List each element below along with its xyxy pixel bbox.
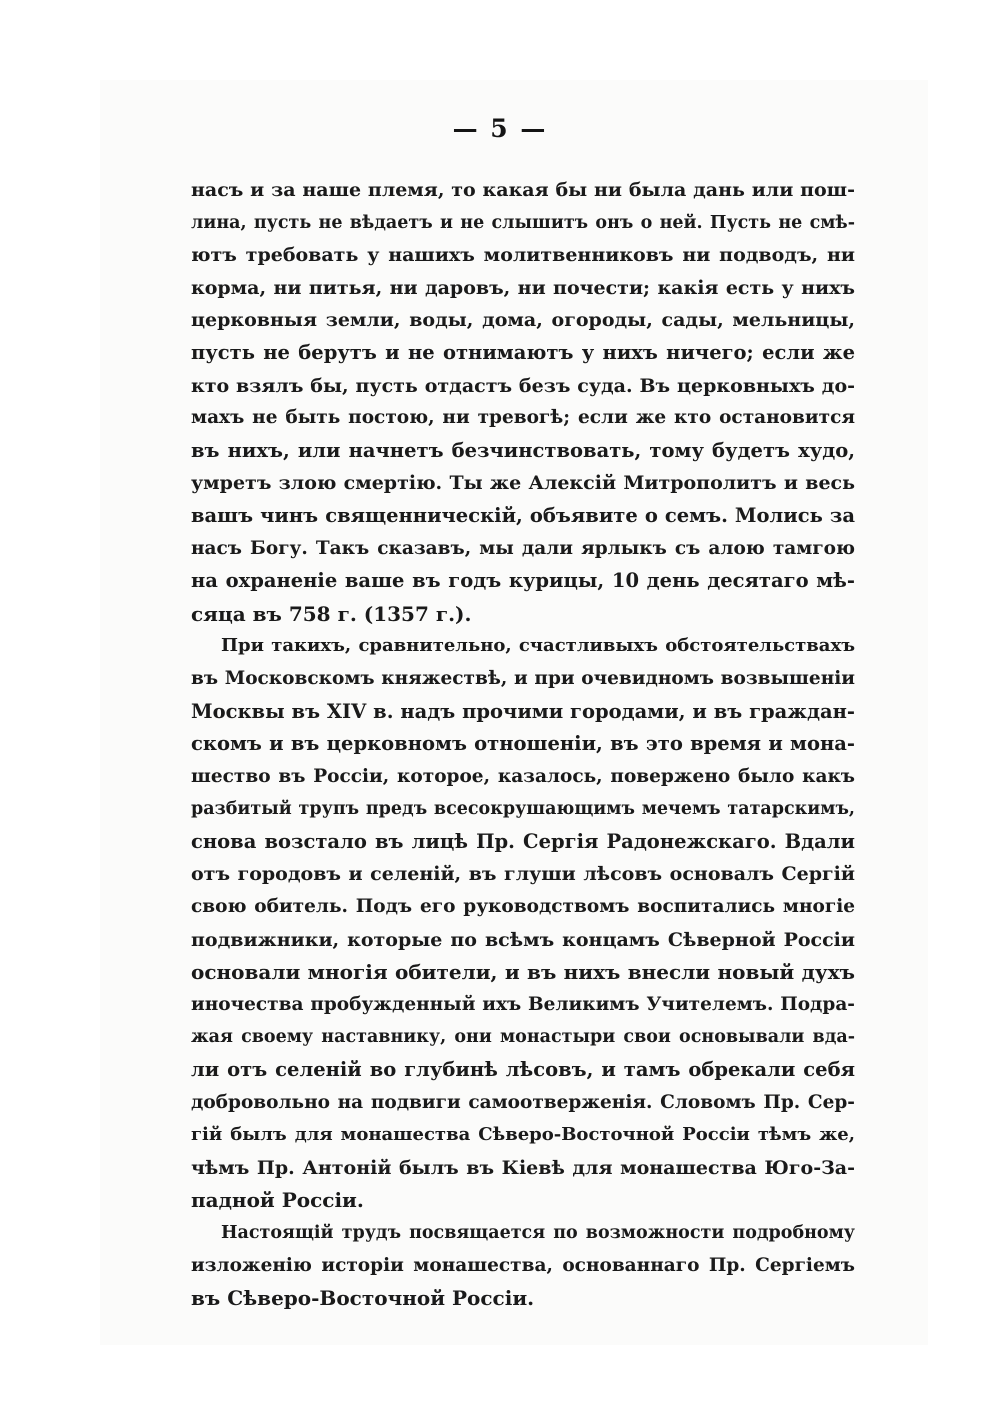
text-line: махъ не быть постою, ни тревогѣ; если же кто остановится — [191, 407, 855, 429]
text-line: въ Московскомъ княжествѣ, и при очевидномъ возвышеніи — [191, 667, 855, 689]
text-line: иночества пробужденный ихъ Великимъ Учителемъ. Подра- — [191, 993, 855, 1015]
text-line: скомъ и въ церковномъ отношеніи, въ это время и мона- — [191, 732, 855, 756]
text-line: жая своему наставнику, они монастыри свои основывали вда- — [191, 1027, 855, 1048]
text-line: на охраненіе ваше въ годъ курицы, 10 день десятаго мѣ- — [191, 569, 855, 593]
text-line: въ Сѣверо-Восточной Россіи. — [191, 1286, 535, 1311]
text-line: пусть не берутъ и не отнимаютъ у нихъ ничего; если же — [191, 340, 855, 364]
text-line: насъ и за наше племя, то какая бы ни была дань или пош- — [191, 179, 855, 201]
text-line: снова возстало въ лицѣ Пр. Сергія Радонежскаго. Вдали — [191, 829, 855, 853]
text-line: въ нихъ, или начнетъ безчинствовать, тому будетъ худо, — [191, 438, 855, 462]
text-line: корма, ни питья, ни даровъ, ни почести; какія есть у нихъ — [191, 276, 855, 299]
body-text — [191, 174, 855, 1315]
text-line: отъ городовъ и селеній, въ глуши лѣсовъ основалъ Сергій — [191, 863, 855, 886]
text-line: вашъ чинъ священническій, объявите о семъ. Молись за — [191, 503, 855, 527]
paragraph-3 — [191, 1217, 855, 1315]
text-line: насъ Богу. Такъ сказавъ, мы дали ярлыкъ съ алою тамгою — [191, 537, 855, 559]
page-number: — 5 — — [452, 114, 548, 143]
text-line: свою обитель. Подъ его руководствомъ воспитались многіе — [191, 896, 855, 918]
text-line: основали многія обители, и въ нихъ внесли новый духъ — [191, 960, 855, 985]
text-line: подвижники, которые по всѣмъ концамъ Сѣверной Россіи — [191, 928, 855, 951]
text-line: ютъ требовать у нашихъ молитвенниковъ ни подводъ, ни — [191, 244, 855, 267]
text-line: чѣмъ Пр. Антоній былъ въ Кіевѣ для монашества Юго-За- — [191, 1156, 855, 1179]
text-line: разбитый трупъ предъ всесокрушающимъ мечемъ татарскимъ, — [191, 799, 855, 820]
text-line: гій былъ для монашества Сѣверо-Восточной Россіи тѣмъ же, — [191, 1124, 855, 1146]
text-line: Москвы въ XIV в. надъ прочими городами, и въ граждан- — [191, 699, 855, 723]
text-line: падной Россіи. — [191, 1188, 364, 1213]
text-line: сяца въ 758 г. (1357 г.). — [191, 601, 472, 626]
text-line: кто взялъ бы, пусть отдастъ безъ суда. Въ церковныхъ до- — [191, 374, 855, 397]
text-line: ли отъ селеній во глубинѣ лѣсовъ, и тамъ обрекали себя — [191, 1058, 855, 1082]
text-line: умретъ злою смертію. Ты же Алексій Митрополитъ и весь — [191, 472, 855, 495]
paragraph-2 — [191, 630, 855, 1217]
text-line: шество въ Россіи, которое, казалось, повержено было какъ — [191, 765, 855, 787]
paragraph-1 — [191, 174, 855, 630]
text-line: лина, пусть не вѣдаетъ и не слышитъ онъ о ней. Пусть не смѣ- — [191, 212, 855, 233]
text-line: церковныя земли, воды, дома, огороды, сады, мельницы, — [191, 309, 855, 332]
text-line: Настоящій трудъ посвящается по возможности подробному — [221, 1223, 855, 1243]
text-line: При такихъ, сравнительно, счастливыхъ обстоятельствахъ — [221, 635, 855, 657]
text-line: добровольно на подвиги самоотверженія. Словомъ Пр. Сер- — [191, 1091, 855, 1113]
text-line: изложенію исторіи монашества, основаннаго Пр. Сергіемъ — [191, 1254, 855, 1276]
